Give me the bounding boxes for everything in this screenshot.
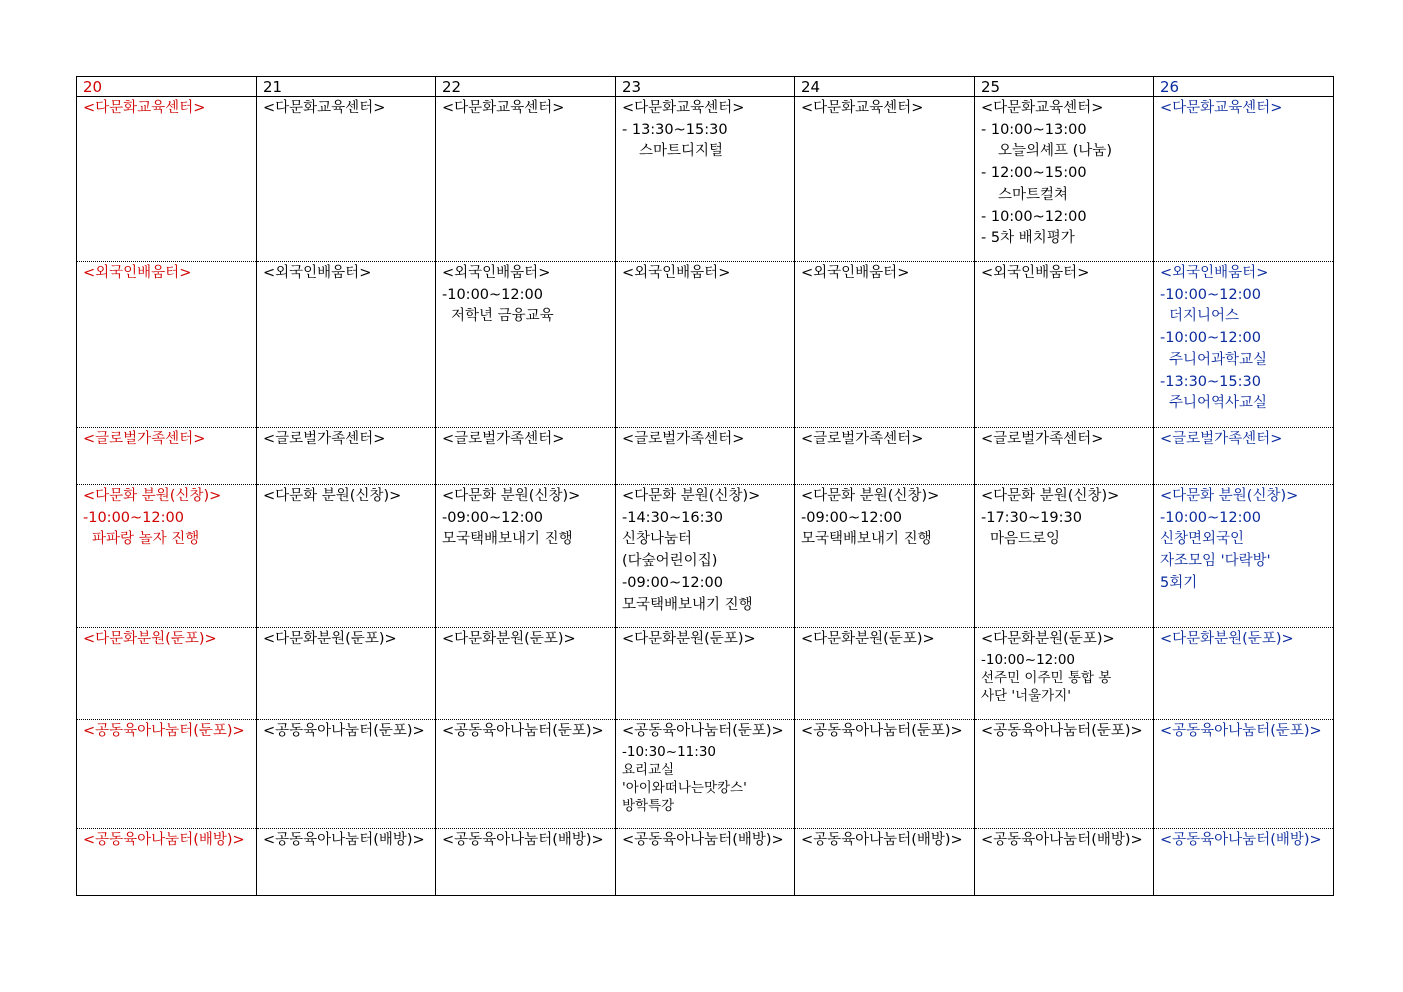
- center-name: <공동육아나눔터(둔포)>: [83, 723, 245, 739]
- cell: [77, 262, 257, 428]
- event-title: 모국택배보내기 진행: [442, 531, 573, 548]
- center-name: <공동육아나눔터(둔포)>: [801, 723, 963, 739]
- cell: [77, 720, 257, 829]
- center-name: <다문화 분원(신창)>: [263, 488, 402, 504]
- cell: [257, 829, 436, 896]
- weekly-schedule-table: [76, 76, 1334, 896]
- cell: [975, 829, 1154, 896]
- date-saturday: 26: [1154, 77, 1334, 97]
- event-time: -17:30~19:30: [981, 509, 1082, 526]
- event-title: 선주민 이주민 통합 봉: [981, 669, 1112, 686]
- cell: [77, 628, 257, 720]
- cell: [436, 829, 616, 896]
- center-name: <글로벌가족센터>: [83, 431, 206, 447]
- cell: [616, 428, 795, 485]
- cell: [436, 628, 616, 720]
- center-name: <다문화 분원(신창)>: [83, 488, 222, 504]
- event-title: 파파랑 놀자 진행: [92, 531, 200, 548]
- center-name: <공동육아나눔터(둔포)>: [622, 723, 784, 739]
- event-title: 더지니어스: [1169, 308, 1240, 325]
- event-title: 마음드로잉: [990, 531, 1061, 548]
- cell: [1154, 485, 1334, 628]
- center-name: <다문화교육센터>: [801, 100, 924, 116]
- event-title: 스마트컬쳐: [998, 186, 1069, 203]
- center-name: <외국인배움터>: [801, 265, 910, 281]
- row-multicultural-education-center: [77, 97, 1334, 262]
- date-header-row: [77, 77, 1334, 97]
- row-global-family-center: [77, 428, 1334, 485]
- cell: [795, 720, 975, 829]
- cell: [616, 485, 795, 628]
- event-title: '아이와떠나는맛캉스': [622, 779, 747, 796]
- date-wednesday: 23: [616, 77, 795, 97]
- center-name: <글로벌가족센터>: [1160, 431, 1283, 447]
- cell: [975, 97, 1154, 262]
- cell: [257, 720, 436, 829]
- cell: [436, 720, 616, 829]
- cell: [77, 97, 257, 262]
- row-multicultural-branch-dunpo: [77, 628, 1334, 720]
- center-name: <글로벌가족센터>: [981, 431, 1104, 447]
- cell: [616, 262, 795, 428]
- center-name: <공동육아나눔터(둔포)>: [981, 723, 1143, 739]
- cell: [436, 485, 616, 628]
- center-name: <공동육아나눔터(둔포)>: [1160, 723, 1322, 739]
- event-title: 신창면외국인: [1160, 531, 1245, 548]
- event-time: -09:00~12:00: [442, 509, 543, 526]
- center-name: <글로벌가족센터>: [263, 431, 386, 447]
- row-childcare-sharing-dunpo: [77, 720, 1334, 829]
- cell: [257, 628, 436, 720]
- cell: [1154, 720, 1334, 829]
- event-title: 모국택배보내기 진행: [801, 531, 932, 548]
- event-time: -10:30~11:30: [622, 743, 716, 760]
- cell: [795, 628, 975, 720]
- center-name: <다문화교육센터>: [263, 100, 386, 116]
- center-name: <공동육아나눔터(배방)>: [801, 832, 963, 848]
- cell: [1154, 262, 1334, 428]
- cell: [795, 485, 975, 628]
- event-title: 저학년 금융교육: [451, 308, 554, 325]
- cell: [975, 428, 1154, 485]
- center-name: <공동육아나눔터(배방)>: [981, 832, 1143, 848]
- event-place: (다숲어린이집): [622, 553, 718, 570]
- center-name: <공동육아나눔터(배방)>: [622, 832, 784, 848]
- center-name: <다문화교육센터>: [442, 100, 565, 116]
- event-time: -10:00~12:00: [981, 651, 1075, 668]
- cell: [1154, 428, 1334, 485]
- center-name: <다문화분원(둔포)>: [1160, 631, 1294, 647]
- event-time: - 12:00~15:00: [981, 165, 1087, 182]
- event-title: 사단 '너울가지': [981, 687, 1071, 704]
- event-title: 자조모임 '다락방': [1160, 553, 1271, 570]
- event-time: - 10:00~12:00: [981, 208, 1087, 225]
- center-name: <외국인배움터>: [1160, 265, 1269, 281]
- cell: [257, 97, 436, 262]
- cell: [616, 97, 795, 262]
- cell: [77, 829, 257, 896]
- date-sunday: 20: [77, 77, 257, 97]
- center-name: <외국인배움터>: [263, 265, 372, 281]
- center-name: <다문화분원(둔포)>: [263, 631, 397, 647]
- center-name: <외국인배움터>: [442, 265, 551, 281]
- event-title: 주니어역사교실: [1169, 395, 1268, 412]
- event-time: -09:00~12:00: [801, 509, 902, 526]
- cell: [795, 262, 975, 428]
- cell: [795, 97, 975, 262]
- event-time: -10:00~12:00: [442, 286, 543, 303]
- event-title: 모국택배보내기 진행: [622, 596, 753, 613]
- date-thursday: 24: [795, 77, 975, 97]
- event-title: 오늘의셰프 (나눔): [998, 143, 1112, 160]
- event-title: 요리교실: [622, 761, 675, 778]
- event-time: -10:00~12:00: [1160, 330, 1261, 347]
- center-name: <공동육아나눔터(둔포)>: [442, 723, 604, 739]
- center-name: <다문화 분원(신창)>: [981, 488, 1120, 504]
- cell: [616, 720, 795, 829]
- cell: [1154, 97, 1334, 262]
- center-name: <외국인배움터>: [622, 265, 731, 281]
- cell: [795, 829, 975, 896]
- event-title: 신창나눔터: [622, 531, 693, 548]
- center-name: <다문화분원(둔포)>: [981, 631, 1115, 647]
- center-name: <글로벌가족센터>: [442, 431, 565, 447]
- center-name: <외국인배움터>: [981, 265, 1090, 281]
- center-name: <공동육아나눔터(배방)>: [263, 832, 425, 848]
- center-name: <다문화 분원(신창)>: [622, 488, 761, 504]
- date-friday: 25: [975, 77, 1154, 97]
- cell: [616, 829, 795, 896]
- center-name: <공동육아나눔터(배방)>: [1160, 832, 1322, 848]
- cell: [257, 262, 436, 428]
- center-name: <공동육아나눔터(배방)>: [442, 832, 604, 848]
- row-childcare-sharing-baebang: [77, 829, 1334, 896]
- date-monday: 21: [257, 77, 436, 97]
- cell: [257, 485, 436, 628]
- center-name: <다문화 분원(신창)>: [801, 488, 940, 504]
- event-title: 방학특강: [622, 797, 675, 814]
- event-time: -14:30~16:30: [622, 509, 723, 526]
- event-time: -09:00~12:00: [622, 574, 723, 591]
- row-foreigner-learning-place: [77, 262, 1334, 428]
- cell: [77, 485, 257, 628]
- event-time: -10:00~12:00: [83, 509, 184, 526]
- center-name: <다문화교육센터>: [981, 100, 1104, 116]
- cell: [1154, 829, 1334, 896]
- center-name: <다문화 분원(신창)>: [442, 488, 581, 504]
- event-time: -13:30~15:30: [1160, 373, 1261, 390]
- cell: [975, 720, 1154, 829]
- event-title: 주니어과학교실: [1169, 351, 1268, 368]
- cell: [975, 628, 1154, 720]
- center-name: <다문화분원(둔포)>: [442, 631, 576, 647]
- cell: [77, 428, 257, 485]
- center-name: <글로벌가족센터>: [622, 431, 745, 447]
- center-name: <다문화교육센터>: [1160, 100, 1283, 116]
- center-name: <외국인배움터>: [83, 265, 192, 281]
- cell: [1154, 628, 1334, 720]
- center-name: <다문화 분원(신창)>: [1160, 488, 1299, 504]
- cell: [436, 97, 616, 262]
- center-name: <공동육아나눔터(둔포)>: [263, 723, 425, 739]
- cell: [975, 485, 1154, 628]
- cell: [616, 628, 795, 720]
- center-name: <다문화교육센터>: [622, 100, 745, 116]
- event-time: - 10:00~13:00: [981, 121, 1087, 138]
- center-name: <다문화분원(둔포)>: [801, 631, 935, 647]
- event-time: - 13:30~15:30: [622, 121, 728, 138]
- center-name: <다문화분원(둔포)>: [622, 631, 756, 647]
- event-title: - 5차 배치평가: [981, 230, 1075, 247]
- center-name: <글로벌가족센터>: [801, 431, 924, 447]
- cell: [975, 262, 1154, 428]
- event-time: -10:00~12:00: [1160, 509, 1261, 526]
- cell: [257, 428, 436, 485]
- cell: [436, 262, 616, 428]
- center-name: <다문화분원(둔포)>: [83, 631, 217, 647]
- event-title: 스마트디지털: [639, 143, 724, 160]
- date-tuesday: 22: [436, 77, 616, 97]
- row-multicultural-branch-sinchang: [77, 485, 1334, 628]
- event-time: -10:00~12:00: [1160, 286, 1261, 303]
- event-session: 5회기: [1160, 574, 1198, 591]
- cell: [795, 428, 975, 485]
- center-name: <다문화교육센터>: [83, 100, 206, 116]
- center-name: <공동육아나눔터(배방)>: [83, 832, 245, 848]
- cell: [436, 428, 616, 485]
